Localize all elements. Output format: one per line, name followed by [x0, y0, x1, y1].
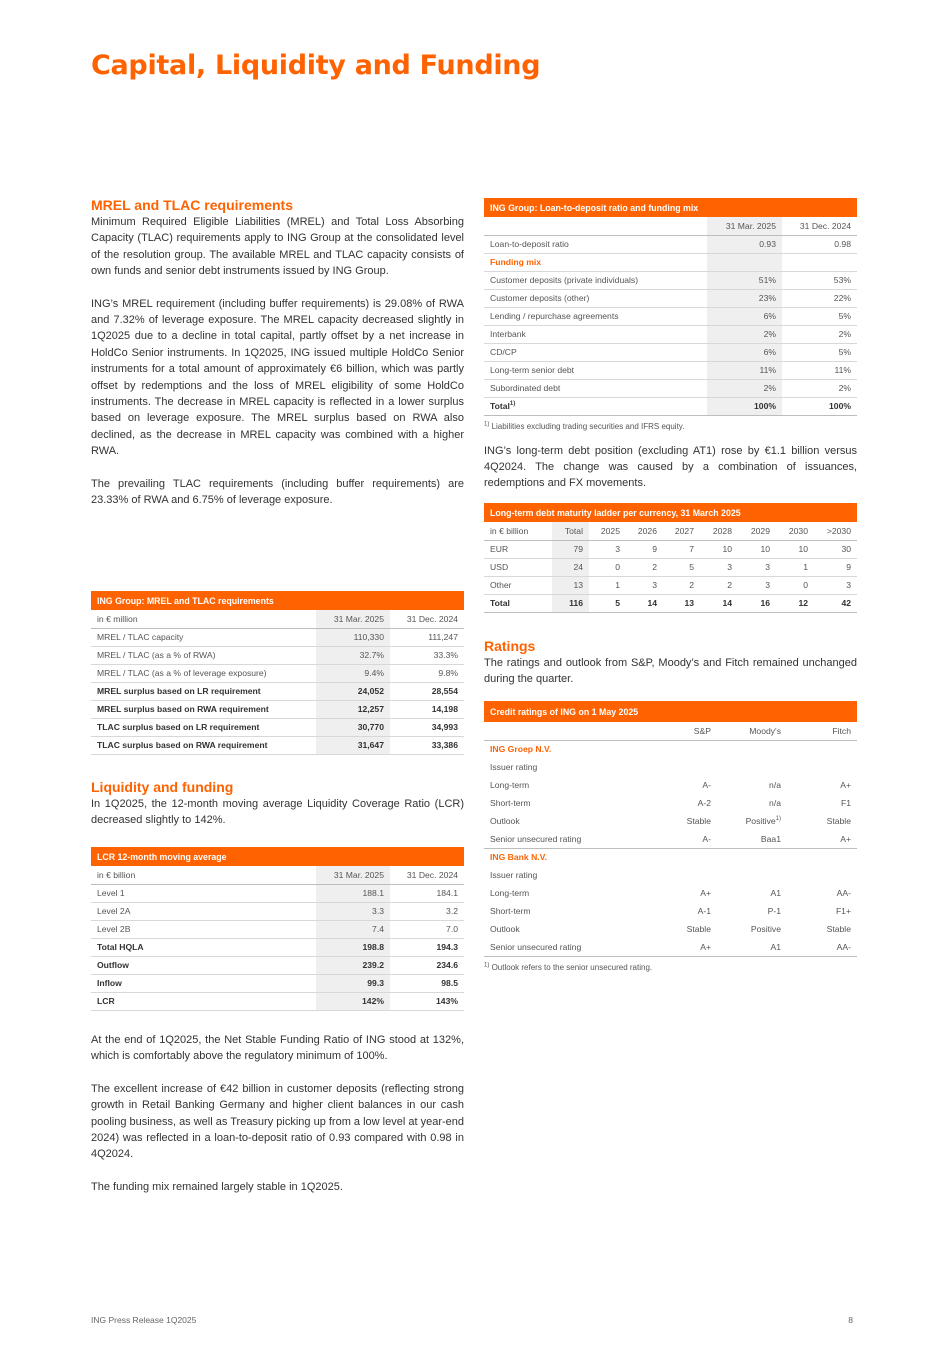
- ltd-paragraph: ING’s long-term debt position (excluding AT1) rose by €1.1 billion versus 4Q2024. The change was caused by a combination of issuances, redemptions and FX movements.: [484, 444, 857, 490]
- page-title: Capital, Liquidity and Funding: [91, 50, 541, 81]
- table-row: Level 1 188.1 184.1: [91, 884, 464, 902]
- mrel-table: [91, 591, 464, 755]
- column-header: 31 Dec. 2024: [782, 217, 857, 235]
- mrel-table-caption: ING Group: MREL and TLAC requirements: [91, 591, 464, 610]
- ratings-section: [484, 638, 857, 688]
- lcr-table-caption: LCR 12-month moving average: [91, 847, 464, 866]
- deposits-paragraph: The excellent increase of €42 billion in customer deposits (reflecting strong growth in Retail Banking Germany and higher client balances in our cash pooling business, as well as Treasury picking up from a low level at year-end 2024) was reflected in a loan-to-deposit ratio of 0.93 compared with 0.98 in 4Q2024.: [91, 1082, 464, 1161]
- liquidity-heading: Liquidity and funding: [91, 779, 234, 795]
- table-row: Loan-to-deposit ratio 0.93 0.98: [484, 235, 857, 253]
- closing-section: [91, 1032, 464, 1195]
- rating-subgroup-row: Issuer rating: [490, 870, 538, 880]
- unit-label: in € million: [91, 610, 316, 628]
- table-row: Short-term A-1 P-1 F1+: [490, 906, 851, 916]
- liquidity-paragraph: In 1Q2025, the 12-month moving average Liquidity Coverage Ratio (LCR) decreased slightly to 142%.: [91, 798, 464, 827]
- ltd-table: [484, 198, 857, 416]
- table-row: Subordinated debt 2% 2%: [484, 379, 857, 397]
- table-row: Total HQLA 198.8 194.3: [91, 938, 464, 956]
- table-row: Outflow 239.2 234.6: [91, 956, 464, 974]
- ratings-footnote: $^{1)}$ Outlook refers to the senior unsecured rating.: [484, 961, 653, 972]
- table-row: Funding mix: [484, 253, 857, 271]
- ratings-table-caption: Credit ratings of ING on 1 May 2025: [484, 701, 857, 722]
- table-row: USD 24 0 2 5 3 3 1 9: [484, 558, 857, 576]
- table-row: Short-term A-2 n/a F1: [490, 798, 851, 808]
- table-row: Long-term A- n/a A+: [490, 780, 851, 790]
- table-row: MREL / TLAC (as a % of leverage exposure) 9.4% 9.8%: [91, 664, 464, 682]
- column-header: 31 Dec. 2024: [390, 866, 464, 884]
- table-row: TLAC surplus based on RWA requirement 31,647 33,386: [91, 736, 464, 754]
- column-header: 31 Mar. 2025: [316, 866, 390, 884]
- table-row: Interbank 2% 2%: [484, 325, 857, 343]
- footer-page-number: 8: [848, 1315, 853, 1325]
- table-row: CD/CP 6% 5%: [484, 343, 857, 361]
- column-header: 31 Dec. 2024: [390, 610, 464, 628]
- table-row: MREL surplus based on LR requirement 24,052 28,554: [91, 682, 464, 700]
- rating-subgroup-row: Issuer rating: [490, 762, 538, 772]
- mrel-table-wrap: [91, 591, 464, 755]
- table-row: Level 2B 7.4 7.0: [91, 920, 464, 938]
- rating-group-row: ING Groep N.V.: [490, 744, 552, 755]
- table-header-row: in € billion Total 2025 2026 2027 2028 2029 2030 >2030: [484, 522, 857, 540]
- table-row: Long-term A+ A1 AA-: [490, 888, 851, 898]
- nsfr-paragraph: At the end of 1Q2025, the Net Stable Funding Ratio of ING stood at 132%, which is comfortably above the regulatory minimum of 100%.: [91, 1034, 464, 1063]
- maturity-table-wrap: [484, 503, 857, 613]
- table-row: MREL / TLAC (as a % of RWA) 32.7% 33.3%: [91, 646, 464, 664]
- table-row: MREL / TLAC capacity 110,330 111,247: [91, 628, 464, 646]
- table-row: Other 13 1 3 2 2 3 0 3: [484, 576, 857, 594]
- ltd-footnote: $^{1)}$ Liabilities excluding trading securities and IFRS equity.: [484, 420, 685, 431]
- left-column: [91, 197, 464, 509]
- ratings-table-wrap: [484, 701, 857, 972]
- table-row: Senior unsecured rating A- Baa1 A+: [484, 830, 857, 848]
- table-header-row: S&P Moody's Fitch: [484, 722, 857, 740]
- funding-mix-paragraph: The funding mix remained largely stable in 1Q2025.: [91, 1180, 343, 1193]
- table-row: EUR 79 3 9 7 10 10 10 30: [484, 540, 857, 558]
- mrel-paragraph-2: ING’s MREL requirement (including buffer requirements) is 29.08% of RWA and 7.32% of leverage exposure. The MREL capacity decreased slightly in 1Q2025 due to a decline in total capital, partly offset by a net increase in HoldCo Senior instruments. In 1Q2025, ING issued multiple HoldCo Senior instruments for a total amount of approximately €6 billion, which was partly offset by redemptions and the loss of MREL eligibility of some HoldCo instruments. The decrease in MREL capacity is reflected in a lower surplus based on leverage exposure. The MREL surplus based on RWA also declined, as the decrease in MREL capacity was combined with a higher RWA.: [91, 297, 464, 458]
- unit-label: in € billion: [91, 866, 316, 884]
- maturity-table: [484, 503, 857, 613]
- ltd-table-caption: ING Group: Loan-to-deposit ratio and funding mix: [484, 198, 857, 217]
- liquidity-section: [91, 779, 464, 829]
- footer-document-name: ING Press Release 1Q2025: [91, 1315, 197, 1325]
- table-row: MREL surplus based on RWA requirement 12,257 14,198: [91, 700, 464, 718]
- ratings-table: [484, 701, 857, 957]
- ltd-table-wrap: [484, 198, 857, 492]
- table-row: Total$^{1)}$ 100% 100%: [484, 397, 857, 415]
- table-header-row: [91, 610, 464, 628]
- mrel-paragraph-3: The prevailing TLAC requirements (including buffer requirements) are 23.33% of RWA and 6.75% of leverage exposure.: [91, 477, 464, 507]
- mrel-paragraph-1: Minimum Required Eligible Liabilities (MREL) and Total Loss Absorbing Capacity (TLAC) requirements apply to ING Group at the consolidated level of the resolution group. The available MREL and TLAC capacity consists of own funds and senior debt instruments issued by ING Group.: [91, 216, 464, 278]
- table-row: Lending / repurchase agreements 6% 5%: [484, 307, 857, 325]
- ratings-paragraph: The ratings and outlook from S&P, Moody’s and Fitch remained unchanged during the quarter.: [484, 657, 857, 686]
- table-row: Total 116 5 14 13 14 16 12 42: [484, 594, 857, 612]
- table-row: Customer deposits (private individuals) 51% 53%: [484, 271, 857, 289]
- table-row: Senior unsecured rating A+ A1 AA-: [484, 938, 857, 956]
- maturity-table-caption: Long-term debt maturity ladder per currency, 31 March 2025: [484, 503, 857, 522]
- table-header-row: [91, 866, 464, 884]
- table-row: Customer deposits (other) 23% 22%: [484, 289, 857, 307]
- lcr-table-wrap: [91, 847, 464, 1011]
- lcr-table: [91, 847, 464, 1011]
- table-row: Level 2A 3.3 3.2: [91, 902, 464, 920]
- table-header-row: [484, 217, 857, 235]
- table-row: TLAC surplus based on LR requirement 30,770 34,993: [91, 718, 464, 736]
- mrel-heading: MREL and TLAC requirements: [91, 197, 293, 213]
- table-row: Outlook Stable Positive Stable: [490, 924, 851, 934]
- column-header: 31 Mar. 2025: [707, 217, 782, 235]
- table-row: Long-term senior debt 11% 11%: [484, 361, 857, 379]
- table-row: Outlook Stable Positive$^{1)}$ Stable: [490, 816, 851, 826]
- ratings-heading: Ratings: [484, 638, 536, 654]
- rating-group-row: ING Bank N.V.: [490, 852, 547, 863]
- table-row: LCR 142% 143%: [91, 992, 464, 1010]
- table-row: Inflow 99.3 98.5: [91, 974, 464, 992]
- column-header: 31 Mar. 2025: [316, 610, 390, 628]
